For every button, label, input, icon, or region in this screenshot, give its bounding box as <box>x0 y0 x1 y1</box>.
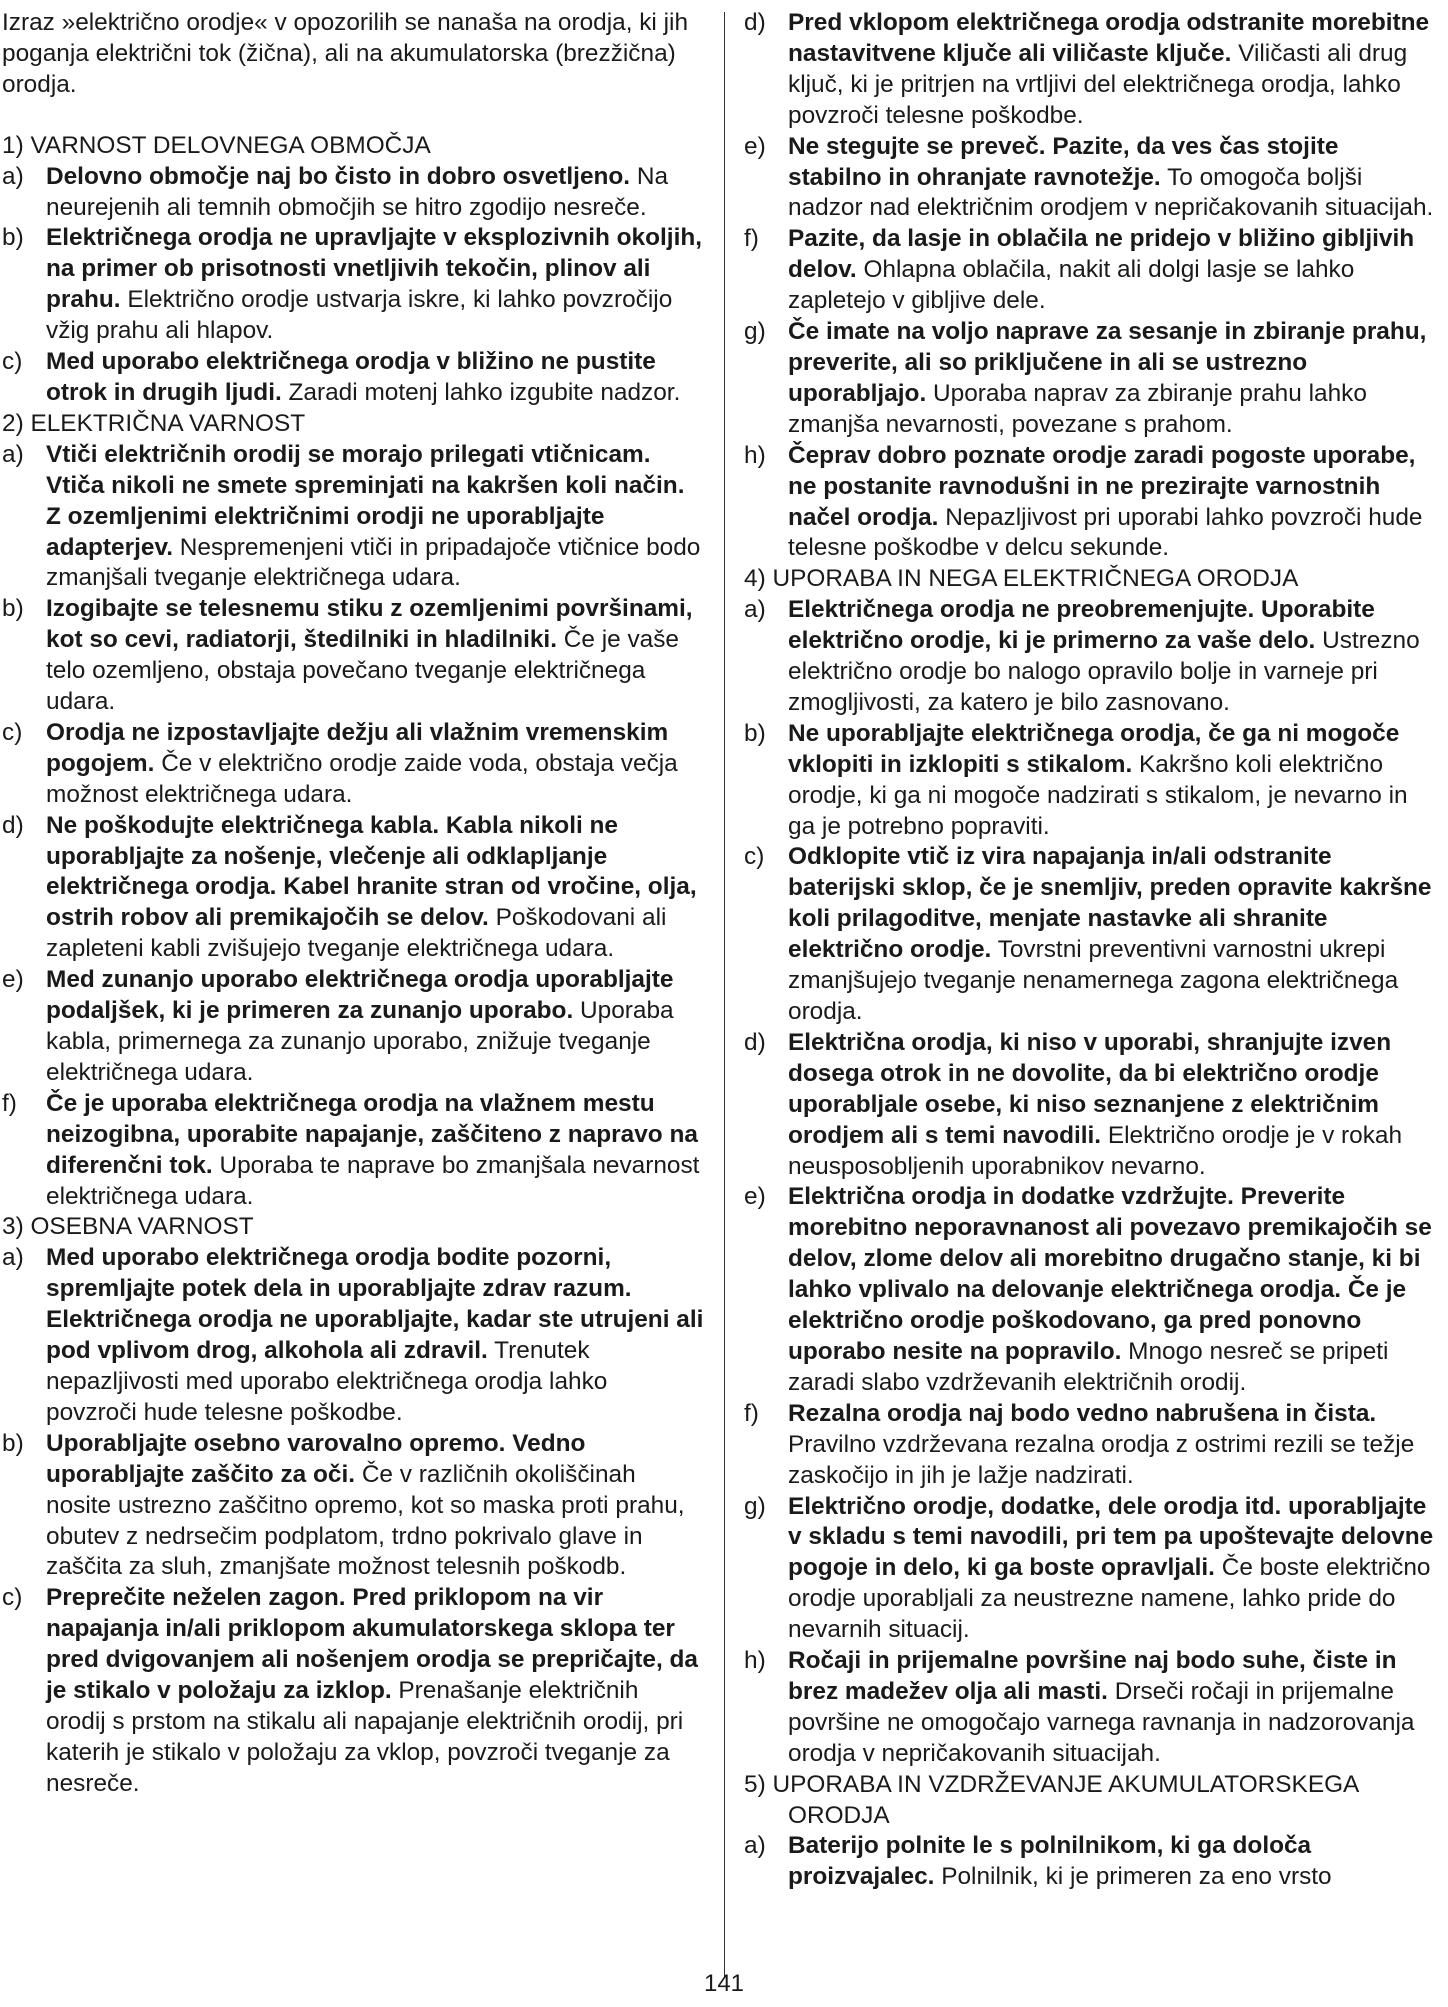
list-item <box>2 965 704 1089</box>
list-item <box>2 594 704 718</box>
item-label: c) <box>2 1584 23 1612</box>
item-label: f) <box>2 1089 17 1117</box>
item-label: e) <box>2 966 24 994</box>
section-heading-battery-text: 5) UPORABA IN VZDRŽEVANJE AKUMULATORSKEGA ORODJA <box>744 1770 1358 1829</box>
item-label: a) <box>2 440 24 468</box>
list-item <box>744 1831 1434 1893</box>
item-bold-text: Baterijo polnite le s polnilnikom, ki ga določa proizvajalec. <box>788 1832 1312 1891</box>
section-heading-electrical: 2) ELEKTRIČNA VARNOST <box>2 409 306 437</box>
item-label: a) <box>2 162 24 190</box>
item-bold-text: Če imate na voljo naprave za sesanje in zbiranje prahu, preverite, ali so priključene in ali se ustrezno uporabljajo. <box>788 318 1427 407</box>
item-label: d) <box>744 1028 766 1056</box>
item-label: a) <box>744 1832 766 1860</box>
item-bold-text: Električna orodja, ki niso v uporabi, shranjujte izven dosega otrok in ne dovolite, da bi električno orodje uporabljale osebe, ki niso seznanjene z električnim orodjem ali s temi navodili. <box>788 1028 1392 1149</box>
item-body-text: Na neurejenih ali temnih območjih se hitro zgodijo nesreče. <box>46 162 669 221</box>
item-body-text: Če v električno orodje zaide voda, obstaja večja možnost električnega udara. <box>46 749 678 808</box>
item-label: b) <box>2 224 24 252</box>
list-item <box>744 719 1434 843</box>
item-bold-text: Električnega orodja ne upravljajte v eksplozivnih okoljih, na primer ob prisotnosti vnetljivih tekočin, plinov ali prahu. <box>46 224 703 314</box>
list-item <box>2 440 704 595</box>
item-bold-text: Električno orodje, dodatke, dele orodja itd. uporabljajte v skladu s temi navodili, pri tem pa upoštevajte delovne pogoje in delo, ki ga boste opravljali. <box>788 1492 1434 1582</box>
item-body-text: Mnogo nesreč se pripeti zaradi slabo vzdrževanih električnih orodij. <box>788 1337 1389 1396</box>
section-personal-items-continued <box>744 8 1434 564</box>
item-label: f) <box>744 225 759 253</box>
item-bold-text: Izogibajte se telesnemu stiku z ozemljenimi površinami, kot so cevi, radiatorji, štedilniki in hladilniki. <box>46 595 693 654</box>
item-label: g) <box>744 1492 766 1520</box>
item-bold-text: Med uporabo električnega orodja v bližino ne pustite otrok in drugih ljudi. <box>46 348 656 406</box>
item-body-text: Uporaba naprav za zbiranje prahu lahko zmanjša nevarnosti, povezane s prahom. <box>788 379 1367 438</box>
item-label: h) <box>744 441 766 469</box>
item-body-text: Ohlapna oblačila, nakit ali dolgi lasje se lahko zapletejo v gibljive dele. <box>788 256 1355 315</box>
item-label: e) <box>744 1183 766 1211</box>
item-label: a) <box>2 1244 24 1272</box>
list-item <box>744 1492 1434 1647</box>
item-body-text: Če je vaše telo ozemljeno, obstaja povečano tveganje električnega udara. <box>46 626 680 716</box>
list-item <box>2 1429 704 1584</box>
section-heading-tool-use: 4) UPORABA IN NEGA ELEKTRIČNEGA ORODJA <box>744 565 1299 593</box>
list-item <box>2 811 704 966</box>
item-label: g) <box>744 318 766 346</box>
item-bold-text: Preprečite neželen zagon. Pred priklopom na vir napajanja in/ali priklopom akumulatorskega sklopa ter pred dvigovanjem ali nošenjem orodja se prepričajte, da je stikalo v položaju za izklop. <box>46 1584 698 1705</box>
list-item <box>744 132 1434 225</box>
item-bold-text: Če je uporaba električnega orodja na vlažnem mestu neizogibna, uporabite napajanje, zaščiteno z napravo na diferenčni tok. <box>46 1089 698 1179</box>
item-label: c) <box>744 843 765 871</box>
item-label: b) <box>2 1429 24 1457</box>
list-item <box>744 1182 1434 1398</box>
item-body-text: Uporaba kabla, primernega za zunanjo uporabo, znižuje tveganje električnega udara. <box>46 997 674 1086</box>
item-label: d) <box>2 811 24 839</box>
item-body-text: Električno orodje ustvarja iskre, ki lahko povzročijo vžig prahu ali hlapov. <box>46 286 673 345</box>
item-body-text: Drseči ročaji in prijemalne površine ne omogočajo varnega ravnanja in nadzorovanja orodja v nepričakovanih situacijah. <box>788 1677 1415 1767</box>
list-item <box>744 317 1434 441</box>
item-label: f) <box>744 1399 759 1427</box>
item-bold-text: Vtiči električnih orodij se morajo prilegati vtičnicam. Vtiča nikoli ne smete spreminjati na kakršen koli način. Z ozemljenimi električnimi orodji ne uporabljajte adapterjev. <box>46 440 685 561</box>
item-label: c) <box>2 348 23 376</box>
list-item <box>2 1089 704 1213</box>
item-body-text: To omogoča boljši nadzor nad električnim orodjem v nepričakovanih situacijah. <box>788 163 1434 222</box>
item-bold-text: Ne stegujte se preveč. Pazite, da ves čas stojite stabilno in ohranjate ravnotežje. <box>788 132 1339 191</box>
list-item <box>744 1399 1434 1492</box>
item-body-text: Če boste električno orodje uporabljali za neustrezne namene, lahko pride do nevarnih situacij. <box>788 1554 1431 1644</box>
intro-paragraph: Izraz »električno orodje« v opozorilih se nanaša na orodja, ki jih poganja električni tok (žična), ali na akumulatorska (brezžična) orodja. <box>2 9 689 98</box>
item-body-text: Polnilnik, ki je primeren za eno vrsto <box>941 1863 1332 1891</box>
item-bold-text: Med zunanjo uporabo električnega orodja uporabljajte podaljšek, ki je primeren za zunanjo uporabo. <box>46 966 674 1025</box>
item-label: e) <box>744 132 766 160</box>
page-number: 141 <box>703 1970 745 1997</box>
section-personal-items <box>2 1243 704 1799</box>
list-item <box>744 8 1434 132</box>
item-body-text: Poškodovani ali zapleteni kabli zvišujejo tveganje električnega udara. <box>46 904 667 963</box>
item-body-text: Nepazljivost pri uporabi lahko povzroči hude telesne poškodbe v delcu sekunde. <box>788 503 1423 562</box>
item-body-text: Zaradi motenj lahko izgubite nadzor. <box>288 378 681 406</box>
item-bold-text: Orodja ne izpostavljajte dežju ali vlažnim vremenskim pogojem. <box>46 718 669 777</box>
item-bold-text: Rezalna orodja naj bodo vedno nabrušena in čista. <box>788 1399 1377 1427</box>
item-body-text: Električno orodje je v rokah neusposobljenih uporabnikov nevarno. <box>788 1121 1403 1180</box>
section-battery-items <box>744 1831 1434 1893</box>
item-body-text: Uporaba te naprave bo zmanjšala nevarnost električnega udara. <box>46 1151 700 1210</box>
section-work-area-items <box>2 162 704 409</box>
item-bold-text: Ne poškodujte električnega kabla. Kabla nikoli ne uporabljajte za nošenje, vlečenje ali odklapljanje električnega orodja. Kabel hranite stran od vročine, olja, ostrih robov ali premikajočih se delov. <box>46 811 697 932</box>
item-label: b) <box>744 719 766 747</box>
item-body-text: Viličasti ali drug ključ, ki je pritrjen na vrtljivi del električnega orodja, lahko povzroči telesne poškodbe. <box>788 39 1408 129</box>
item-bold-text: Ročaji in prijemalne površine naj bodo suhe, čiste in brez madežev olja ali masti. <box>788 1647 1397 1705</box>
list-item <box>2 1243 704 1428</box>
item-bold-text: Odklopite vtič iz vira napajanja in/ali odstranite baterijski sklop, če je snemljiv, preden opravite kakršne koli prilagoditve, menjate nastavke ali shranite električno orodje. <box>788 843 1432 964</box>
item-bold-text: Med uporabo električnega orodja bodite pozorni, spremljajte potek dela in uporabljajte zdrav razum. Električnega orodja ne uporabljajte, kadar ste utrujeni ali pod vplivom drog, alkohola ali zdravil. <box>46 1244 704 1365</box>
item-label: d) <box>744 9 766 36</box>
section-electrical-items <box>2 440 704 1213</box>
list-item <box>2 718 704 811</box>
item-body-text: Trenutek nepazljivosti med uporabo električnega orodja lahko povzroči hude telesne poškodbe. <box>46 1337 608 1426</box>
section-tool-use-items <box>744 595 1434 1769</box>
item-bold-text: Delovno območje naj bo čisto in dobro osvetljeno. <box>46 162 631 190</box>
item-body-text: Kakršno koli električno orodje, ki ga ni mogoče nadzirati s stikalom, je nevarno in ga je potrebno popraviti. <box>788 750 1408 840</box>
item-bold-text: Ne uporabljajte električnega orodja, če ga ni mogoče vklopiti in izklopiti s stikalom. <box>788 719 1400 778</box>
item-bold-text: Čeprav dobro poznate orodje zaradi pogoste uporabe, ne postanite ravnodušni in ne prezirajte varnostnih načel orodja. <box>788 441 1416 531</box>
column-divider <box>724 12 725 1977</box>
item-bold-text: Električnega orodja ne preobremenjujte. Uporabite električno orodje, ki je primerno za vaše delo. <box>788 596 1375 655</box>
list-item <box>744 1646 1434 1770</box>
item-body-text: Ustrezno električno orodje bo nalogo opravilo bolje in varneje pri zmogljivosti, za katero je bilo zasnovano. <box>788 627 1420 716</box>
list-item <box>744 1028 1434 1183</box>
item-body-text: Tovrstni preventivni varnostni ukrepi zmanjšujejo tveganje nenamernega zagona električnega orodja. <box>788 936 1399 1025</box>
list-item <box>744 441 1434 565</box>
item-label: b) <box>2 595 24 623</box>
item-bold-text: Pazite, da lasje in oblačila ne pridejo v bližino gibljivih delov. <box>788 225 1415 284</box>
list-item <box>744 595 1434 719</box>
section-heading-battery <box>744 1770 1434 1832</box>
section-heading-work-area: 1) VARNOST DELOVNEGA OBMOČJA <box>2 131 431 159</box>
item-label: h) <box>744 1647 766 1675</box>
list-item <box>2 347 704 409</box>
item-label: c) <box>2 718 23 746</box>
item-body-text: Prenašanje električnih orodij s prstom na stikalu ali napajanje električnih orodij, pri katerih je stikalo v položaju za vklop, povzroči tveganje za nesreče. <box>46 1677 684 1797</box>
item-body-text: Nespremenjeni vtiči in pripadajoče vtičnice bodo zmanjšali tveganje električnega udara. <box>46 533 701 592</box>
list-item <box>2 223 704 347</box>
right-column <box>744 8 1434 1893</box>
list-item <box>2 1583 704 1799</box>
item-bold-text: Uporabljajte osebno varovalno opremo. Vedno uporabljajte zaščito za oči. <box>46 1429 586 1488</box>
list-item <box>744 842 1434 1027</box>
item-bold-text: Električna orodja in dodatke vzdržujte. Preverite morebitno neporavnanost ali povezavo premikajočih se delov, zlome delov ali morebitno drugačno stanje, ki bi lahko vplivalo na delovanje električnega orodja. Če je električno orodje poškodovano, ga pred ponovno uporabo nesite na popravilo. <box>788 1183 1432 1365</box>
left-column <box>2 8 704 1800</box>
section-heading-personal: 3) OSEBNA VARNOST <box>2 1213 254 1241</box>
item-bold-text: Pred vklopom električnega orodja odstranite morebitne nastavitvene ključe ali viličaste ključe. <box>788 9 1430 67</box>
list-item <box>2 162 704 224</box>
item-body-text: Če v različnih okoliščinah nosite ustrezno zaščitno opremo, kot so maska proti prahu, obutev z nedrsečim podplatom, trdno pokrivalo glave in zaščita za sluh, zmanjšate možnost telesnih poškodb. <box>46 1460 685 1581</box>
item-label: a) <box>744 596 766 624</box>
item-body-text: Pravilno vzdrževana rezalna orodja z ostrimi rezili se težje zaskočijo in jih je lažje nadzirati. <box>788 1430 1415 1489</box>
list-item <box>744 224 1434 317</box>
